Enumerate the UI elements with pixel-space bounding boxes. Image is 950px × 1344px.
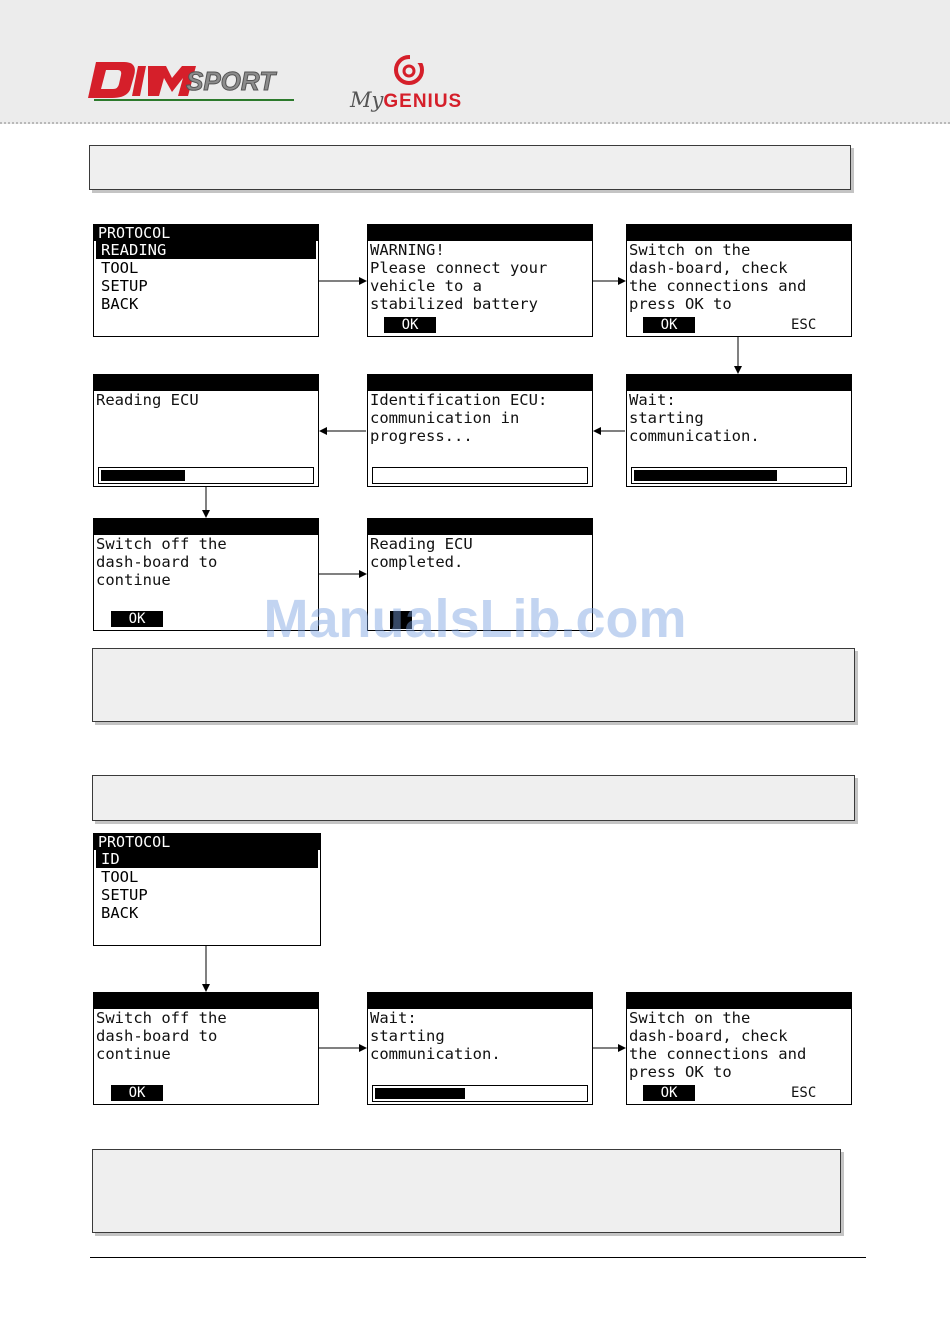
screen-text-line: Identification ECU: <box>370 391 548 409</box>
screen-protocol-reading-menu <box>93 224 319 337</box>
screen-text-line: completed. <box>370 553 464 571</box>
screen-text-line: Please connect your <box>370 259 548 277</box>
screen-title-bar <box>368 225 592 241</box>
screen-text-line: Reading ECU <box>96 391 199 409</box>
screen-title-bar <box>94 519 318 535</box>
screen-reading-ecu <box>93 374 319 487</box>
screen-title: PROTOCOL <box>94 225 318 241</box>
menu-item-id[interactable]: ID <box>96 850 318 868</box>
ok-button[interactable]: OK <box>643 317 695 333</box>
dimsport-logo-graphic <box>88 56 304 102</box>
screen-text-line: progress... <box>370 427 473 445</box>
menu-item-setup[interactable]: SETUP <box>101 886 148 904</box>
caption-bar-1 <box>89 145 851 190</box>
screen-title-bar <box>94 993 318 1009</box>
screen-title-bar <box>627 375 851 391</box>
screen-text-line: the connections and <box>629 277 807 295</box>
progress-bar <box>631 467 847 484</box>
footer-divider <box>90 1257 866 1258</box>
screen-title-bar <box>368 375 592 391</box>
screen-text-line: press OK to <box>629 295 732 313</box>
screen-reading-completed <box>367 518 593 631</box>
screen-text-line: communication in <box>370 409 520 427</box>
hourglass-icon <box>390 611 412 629</box>
screen-text-line: Switch on the <box>629 1009 751 1027</box>
caption-bar-3 <box>92 775 855 821</box>
screen-text-line: continue <box>96 1045 171 1063</box>
dimsport-logo <box>88 56 304 106</box>
screen-protocol-id-menu <box>93 833 321 946</box>
caption-bar-4 <box>92 1149 841 1233</box>
ok-button[interactable]: OK <box>643 1085 695 1101</box>
screen-title-bar <box>368 519 592 535</box>
screen-switch-off <box>93 992 319 1105</box>
screen-text-line: dash-board to <box>96 553 218 571</box>
screen-title-bar <box>627 225 851 241</box>
svg-text:SPORT: SPORT <box>186 66 276 96</box>
menu-item-setup[interactable]: SETUP <box>101 277 148 295</box>
esc-button[interactable]: ESC <box>791 317 817 333</box>
page-header <box>0 0 950 124</box>
ok-button[interactable]: OK <box>111 1085 163 1101</box>
screen-text-line: starting <box>629 409 704 427</box>
screen-title: PROTOCOL <box>94 834 320 850</box>
progress-fill <box>634 470 777 481</box>
screen-text-line: WARNING! <box>370 241 445 259</box>
screen-text-line: stabilized battery <box>370 295 538 313</box>
screen-warning <box>367 224 593 337</box>
ok-button[interactable]: OK <box>384 317 436 333</box>
menu-item-reading[interactable]: READING <box>96 241 316 259</box>
progress-bar <box>98 467 314 484</box>
screen-text-line: vehicle to a <box>370 277 482 295</box>
menu-item-back[interactable]: BACK <box>101 904 139 922</box>
menu-item-back[interactable]: BACK <box>101 295 139 313</box>
menu-item-tool[interactable]: TOOL <box>101 259 139 277</box>
screen-text-line: Reading ECU <box>370 535 473 553</box>
esc-button[interactable]: ESC <box>791 1085 817 1101</box>
watermark: ManualsLib.com <box>263 589 687 649</box>
progress-fill <box>375 1088 465 1099</box>
screen-identification-ecu <box>367 374 593 487</box>
ok-button[interactable]: OK <box>111 611 163 627</box>
logo-my-text: My <box>350 88 384 112</box>
screen-title-bar <box>627 993 851 1009</box>
genius-ring-icon <box>392 54 426 86</box>
screen-text-line: Wait: <box>370 1009 417 1027</box>
screen-text-line: communication. <box>370 1045 501 1063</box>
screen-text-line: press OK to <box>629 1063 732 1081</box>
screen-text-line: dash-board, check <box>629 1027 788 1045</box>
screen-text-line: the connections and <box>629 1045 807 1063</box>
screen-wait-starting <box>367 992 593 1105</box>
screen-text-line: dash-board to <box>96 1027 218 1045</box>
screen-text-line: continue <box>96 571 171 589</box>
progress-fill <box>101 470 185 481</box>
screen-title-bar <box>368 993 592 1009</box>
logo-genius-text: GENIUS <box>383 91 463 112</box>
screen-text-line: Switch off the <box>96 535 227 553</box>
caption-bar-2 <box>92 648 855 722</box>
screen-switch-on <box>626 992 852 1105</box>
screen-text-line: communication. <box>629 427 760 445</box>
progress-bar <box>372 467 588 484</box>
screen-text-line: starting <box>370 1027 445 1045</box>
screen-text-line: dash-board, check <box>629 259 788 277</box>
screen-title-bar <box>94 375 318 391</box>
screen-text-line: Wait: <box>629 391 676 409</box>
screen-switch-off <box>93 518 319 631</box>
screen-text-line: Switch off the <box>96 1009 227 1027</box>
screen-text-line: Switch on the <box>629 241 751 259</box>
screen-switch-on <box>626 224 852 337</box>
menu-item-tool[interactable]: TOOL <box>101 868 139 886</box>
progress-bar <box>372 1085 588 1102</box>
screen-wait-starting <box>626 374 852 487</box>
